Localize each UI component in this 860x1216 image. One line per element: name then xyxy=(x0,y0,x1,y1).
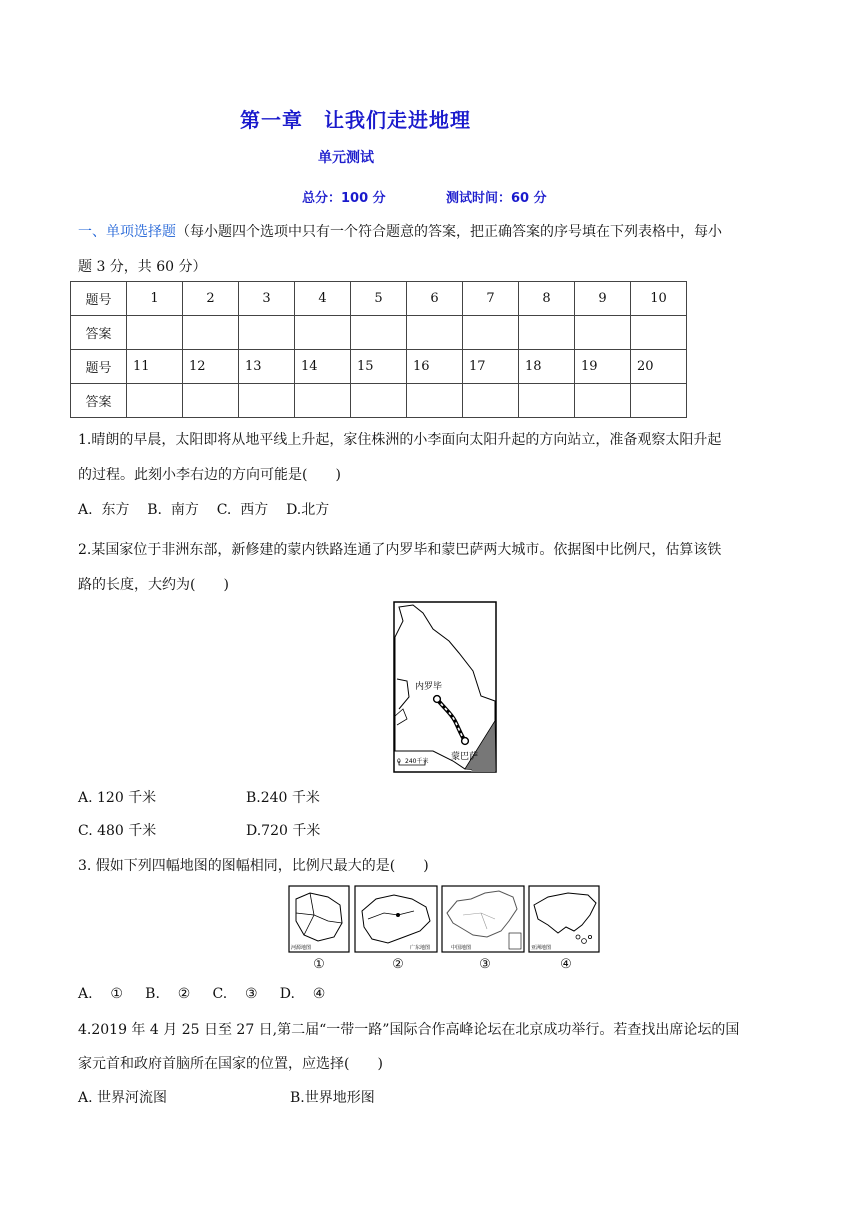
map-guangdong xyxy=(354,885,438,953)
map-city-nairobi: 内罗毕 xyxy=(415,682,443,692)
answer-cell[interactable] xyxy=(239,384,295,418)
table-cell: 3 xyxy=(239,282,295,316)
answer-cell[interactable] xyxy=(295,384,351,418)
map-label: 中国地图 xyxy=(451,945,472,951)
table-cell: 题号 xyxy=(71,282,127,316)
q1-text-2: 的过程。此刻小李右边的方向可能是( ) xyxy=(78,467,341,483)
answer-cell[interactable] xyxy=(183,384,239,418)
map-caption: ③ xyxy=(479,957,491,972)
section-label: 一、单项选择题 xyxy=(78,224,176,240)
answer-cell[interactable] xyxy=(631,384,687,418)
answer-cell[interactable] xyxy=(631,316,687,350)
answer-cell[interactable] xyxy=(407,316,463,350)
table-cell: 11 xyxy=(127,350,183,384)
instruction-text-2: 题 3 分，共 60 分） xyxy=(78,259,207,275)
q2-option-d: D.720 千米 xyxy=(246,823,321,839)
q2-option-c: C. 480 千米 xyxy=(78,823,157,839)
q2-text-1: 2.某国家位于非洲东部，新修建的蒙内铁路连通了内罗毕和蒙巴萨两大城市。依据图中比例尺，估算该铁 xyxy=(78,542,722,558)
table-cell: 题号 xyxy=(71,350,127,384)
answer-cell[interactable] xyxy=(351,384,407,418)
answer-cell[interactable] xyxy=(519,316,575,350)
table-cell: 17 xyxy=(463,350,519,384)
answer-cell[interactable] xyxy=(519,384,575,418)
table-row xyxy=(71,384,687,418)
map-caption: ④ xyxy=(560,957,572,972)
q4-text-1: 4.2019 年 4 月 25 日至 27 日,第二届“一带一路”国际合作高峰论坛在北京成功举行。若查找出席论坛的国 xyxy=(78,1022,740,1038)
kenya-map xyxy=(393,601,497,773)
map-label: 河源地图 xyxy=(291,945,312,951)
map-label: 广东地图 xyxy=(410,945,431,951)
answer-cell[interactable] xyxy=(463,316,519,350)
section-instruction xyxy=(78,223,722,241)
table-cell: 16 xyxy=(407,350,463,384)
answer-cell[interactable] xyxy=(127,316,183,350)
table-cell: 答案 xyxy=(71,384,127,418)
q1-text-1: 1.晴朗的早晨，太阳即将从地平线上升起，家住株洲的小李面向太阳升起的方向站立，准备观察太阳升起 xyxy=(78,432,722,448)
table-row xyxy=(71,282,687,316)
q2-option-a: A. 120 千米 xyxy=(78,790,157,806)
table-cell: 14 xyxy=(295,350,351,384)
q4-option-a: A. 世界河流图 xyxy=(78,1090,168,1106)
table-cell: 13 xyxy=(239,350,295,384)
table-row xyxy=(71,316,687,350)
map-asia xyxy=(528,885,600,953)
test-time: 测试时间：60 分 xyxy=(446,191,547,206)
table-cell: 5 xyxy=(351,282,407,316)
answer-table xyxy=(70,281,687,418)
q2-option-b: B.240 千米 xyxy=(246,790,320,806)
map-caption: ① xyxy=(313,957,325,972)
table-cell: 6 xyxy=(407,282,463,316)
table-cell: 15 xyxy=(351,350,407,384)
instruction-text: （每小题四个选项中只有一个符合题意的答案，把正确答案的序号填在下列表格中，每小 xyxy=(176,224,722,240)
table-cell: 4 xyxy=(295,282,351,316)
answer-cell[interactable] xyxy=(183,316,239,350)
table-row xyxy=(71,350,687,384)
map-china xyxy=(441,885,525,953)
answer-cell[interactable] xyxy=(351,316,407,350)
table-cell: 18 xyxy=(519,350,575,384)
page-subtitle: 单元测试 xyxy=(318,150,374,166)
answer-cell[interactable] xyxy=(575,384,631,418)
table-cell: 8 xyxy=(519,282,575,316)
table-cell: 20 xyxy=(631,350,687,384)
table-cell: 12 xyxy=(183,350,239,384)
answer-cell[interactable] xyxy=(407,384,463,418)
table-cell: 10 xyxy=(631,282,687,316)
answer-cell[interactable] xyxy=(463,384,519,418)
table-cell: 19 xyxy=(575,350,631,384)
table-cell: 2 xyxy=(183,282,239,316)
map-scale-label: 240千米 xyxy=(405,758,429,765)
map-label: 亚洲地图 xyxy=(531,945,552,951)
table-cell: 1 xyxy=(127,282,183,316)
answer-cell[interactable] xyxy=(127,384,183,418)
map-heyuan xyxy=(288,885,350,953)
map-city-mombasa: 蒙巴萨 xyxy=(451,752,479,762)
answer-cell[interactable] xyxy=(575,316,631,350)
answer-cell[interactable] xyxy=(295,316,351,350)
table-cell: 9 xyxy=(575,282,631,316)
table-cell: 答案 xyxy=(71,316,127,350)
map-scale-zero: 0 xyxy=(397,758,401,765)
map-caption: ② xyxy=(392,957,404,972)
q4-text-2: 家元首和政府首脑所在国家的位置，应选择( ) xyxy=(78,1056,383,1072)
q3-text-1: 3. 假如下列四幅地图的图幅相同，比例尺最大的是( ) xyxy=(78,858,429,874)
page-title: 第一章 让我们走进地理 xyxy=(240,108,471,132)
q4-option-b: B.世界地形图 xyxy=(290,1090,375,1106)
table-cell: 7 xyxy=(463,282,519,316)
q2-text-2: 路的长度，大约为( ) xyxy=(78,577,229,593)
q3-options: A. ① B. ② C. ③ D. ④ xyxy=(78,986,326,1002)
answer-cell[interactable] xyxy=(239,316,295,350)
total-score: 总分：100 分 xyxy=(302,191,386,206)
q1-options: A. 东方 B. 南方 C. 西方 D.北方 xyxy=(78,502,330,518)
